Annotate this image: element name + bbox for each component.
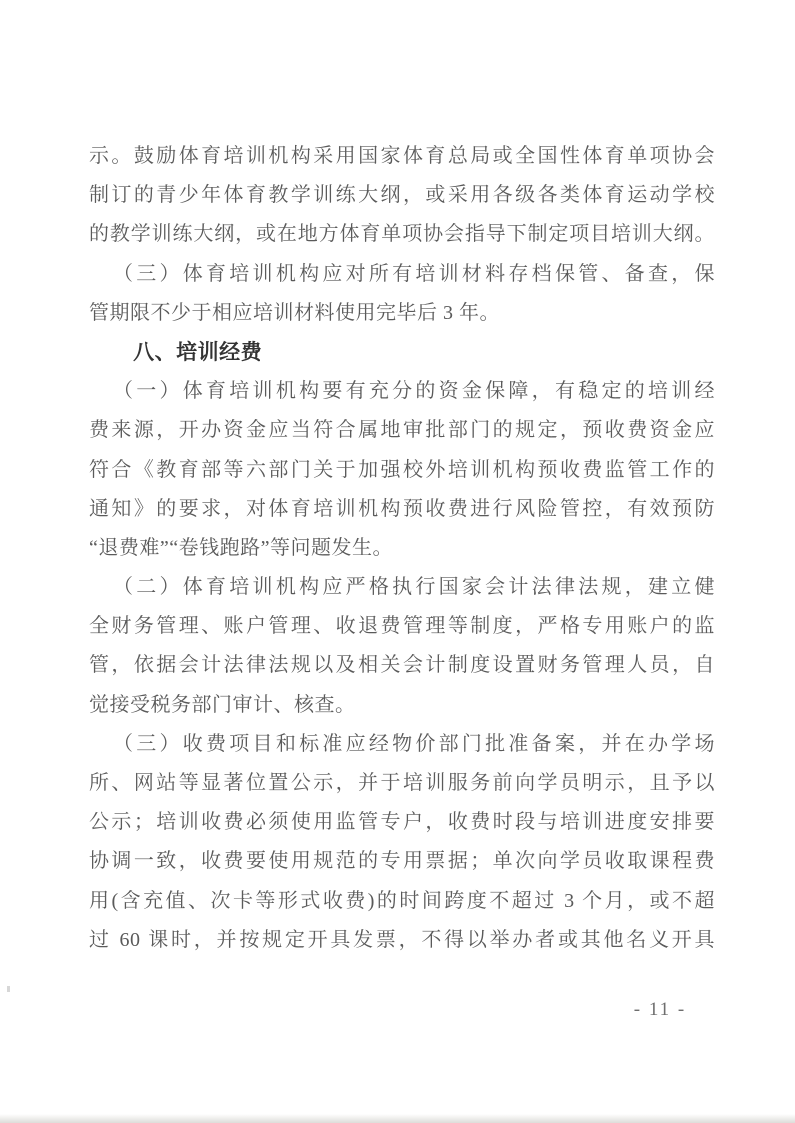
text-line: 通知》的要求，对体育培训机构预收费进行风险管控，有效预防 [89, 497, 715, 520]
text-line: 公示；培训收费必须使用监管专户，收费时段与培训进度安排要 [89, 811, 715, 834]
scan-artifact [7, 986, 10, 992]
text-line: 所、网站等显著位置公示，并于培训服务前向学员明示，且予以 [89, 772, 715, 794]
text-line: 符合《教育部等六部门关于加强校外培训机构预收费监管工作的 [89, 458, 715, 481]
text-line: 制订的青少年体育教学训练大纲，或采用各级各类体育运动学校 [89, 184, 715, 207]
page-footer [612, 999, 708, 1021]
text-line: 管，依据会计法律法规以及相关会计制度设置财务管理人员，自 [89, 654, 715, 677]
text-line: 全财务管理、账户管理、收退费管理等制度，严格专用账户的监 [89, 615, 715, 638]
page-number: - 11 - [633, 999, 687, 1020]
text-line: 用(含充值、次卡等形式收费)的时间跨度不超过 3 个月，或不超 [89, 889, 715, 912]
text-line: （一）体育培训机构要有充分的资金保障，有稳定的培训经 [113, 380, 715, 403]
text-line: 觉接受税务部门审计、核查。 [89, 693, 356, 716]
section-heading: 八、培训经费 [133, 340, 263, 364]
text-line: （三）收费项目和标准应经物价部门批准备案，并在办学场 [113, 732, 715, 755]
text-line: 的教学训练大纲，或在地方体育单项协会指导下制定项目培训大纲。 [89, 223, 715, 246]
text-line: （二）体育培训机构应严格执行国家会计法律法规，建立健 [113, 576, 715, 599]
scan-edge-shading [0, 1114, 795, 1123]
text-line: 管期限不少于相应培训材料使用完毕后 3 年。 [89, 301, 500, 324]
text-line: “退费难”“卷钱跑路”等问题发生。 [89, 536, 394, 559]
document-body [89, 137, 715, 960]
text-line: 过 60 课时，并按规定开具发票，不得以举办者或其他名义开具 [89, 928, 715, 951]
text-line: 协调一致，收费要使用规范的专用票据；单次向学员收取课程费 [89, 850, 715, 873]
text-line: 费来源，开办资金应当符合属地审批部门的规定，预收费资金应 [89, 419, 715, 442]
text-line: 示。鼓励体育培训机构采用国家体育总局或全国性体育单项协会 [89, 145, 715, 167]
text-line: （三）体育培训机构应对所有培训材料存档保管、备查，保 [113, 262, 715, 285]
